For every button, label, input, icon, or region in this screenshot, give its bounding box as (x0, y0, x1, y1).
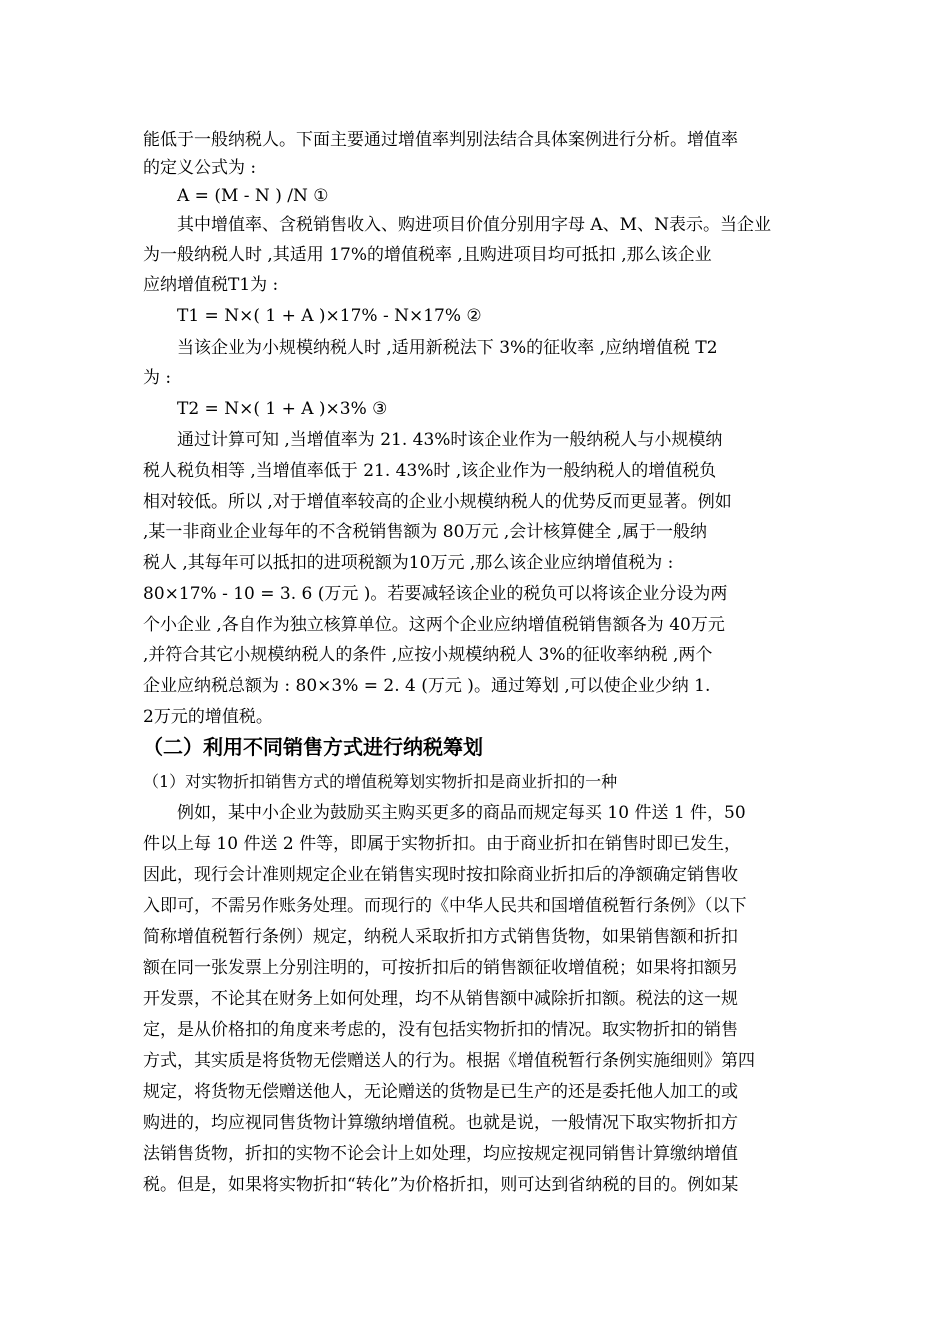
subsection-heading: （1）对实物折扣销售方式的增值税筹划实物折扣是商业折扣的一种 (143, 772, 618, 791)
text-line: 购进的，均应视同售货物计算缴纳增值税。也就是说，一般情况下取实物折扣方 (143, 1113, 738, 1133)
text-line: 为一般纳税人时 ,其适用 17%的增值税率 ,且购进项目均可抵扣 ,那么该企业 (143, 245, 712, 265)
text-line: 开发票，不论其在财务上如何处理，均不从销售额中减除折扣额。税法的这一规 (143, 989, 738, 1009)
text-line: 因此，现行会计准则规定企业在销售实现时按扣除商业折扣后的净额确定销售收 (143, 865, 738, 885)
text-line: 当该企业为小规模纳税人时 ,适用新税法下 3%的征收率 ,应纳增值税 T2 (177, 338, 718, 358)
formula-line: T2 = N×( 1 + A )×3% ③ (177, 399, 388, 419)
formula-line: A = (M - N ) /N ① (177, 186, 329, 206)
text-line: 应纳增值税T1为 : (143, 275, 279, 295)
text-line: 税。但是，如果将实物折扣“转化”为价格折扣，则可达到省纳税的目的。例如某 (143, 1175, 739, 1195)
text-line: 通过计算可知 ,当增值率为 21. 43%时该企业作为一般纳税人与小规模纳 (177, 430, 723, 450)
formula-line: T1 = N×( 1 + A )×17% - N×17% ② (177, 306, 482, 326)
text-line: 相对较低。所以 ,对于增值率较高的企业小规模纳税人的优势反而更显著。例如 (143, 492, 732, 512)
text-line: 个小企业 ,各自作为独立核算单位。这两个企业应纳增值税销售额各为 40万元 (143, 615, 725, 635)
text-line: ,并符合其它小规模纳税人的条件 ,应按小规模纳税人 3%的征收率纳税 ,两个 (143, 645, 713, 665)
text-line: 的定义公式为 : (143, 158, 257, 178)
text-line: 税人 ,其每年可以抵扣的进项税额为10万元 ,那么该企业应纳增值税为 : (143, 553, 674, 573)
text-line: 能低于一般纳税人。下面主要通过增值率判别法结合具体案例进行分析。增值率 (143, 130, 738, 150)
text-line: 规定，将货物无偿赠送他人，无论赠送的货物是已生产的还是委托他人加工的或 (143, 1082, 738, 1102)
text-line: 定，是从价格扣的角度来考虑的，没有包括实物折扣的情况。取实物折扣的销售 (143, 1020, 738, 1040)
text-line: 方式，其实质是将货物无偿赠送人的行为。根据《增值税暂行条例实施细则》第四 (143, 1051, 755, 1071)
text-line: 其中增值率、含税销售收入、购进项目价值分别用字母 A、M、N表示。当企业 (177, 215, 771, 235)
text-line: 件以上每 10 件送 2 件等，即属于实物折扣。由于商业折扣在销售时即已发生， (143, 834, 742, 854)
text-line: 为 : (143, 368, 172, 388)
text-line: 法销售货物，折扣的实物不论会计上如处理，均应按规定视同销售计算缴纳增值 (143, 1144, 738, 1164)
text-line: 税人税负相等 ,当增值率低于 21. 43%时 ,该企业作为一般纳税人的增值税负 (143, 461, 717, 481)
text-line: 例如，某中小企业为鼓励买主购买更多的商品而规定每买 10 件送 1 件，50 (177, 803, 746, 823)
text-line: 企业应纳税总额为 : 80×3% = 2. 4 (万元 )。通过筹划 ,可以使企业少纳 1. (143, 676, 711, 696)
section-heading: （二）利用不同销售方式进行纳税筹划 (143, 735, 483, 759)
text-line: ,某一非商业企业每年的不含税销售额为 80万元 ,会计核算健全 ,属于一般纳 (143, 522, 708, 542)
text-line: 80×17% - 10 = 3. 6 (万元 )。若要减轻该企业的税负可以将该企业分设为两 (143, 584, 728, 604)
text-line: 2万元的增值税。 (143, 707, 273, 727)
text-line: 简称增值税暂行条例）规定，纳税人采取折扣方式销售货物，如果销售额和折扣 (143, 927, 738, 947)
text-line: 入即可，不需另作账务处理。而现行的《中华人民共和国增值税暂行条例》（以下 (143, 896, 747, 916)
text-line: 额在同一张发票上分别注明的，可按折扣后的销售额征收增值税；如果将扣额另 (143, 958, 738, 978)
